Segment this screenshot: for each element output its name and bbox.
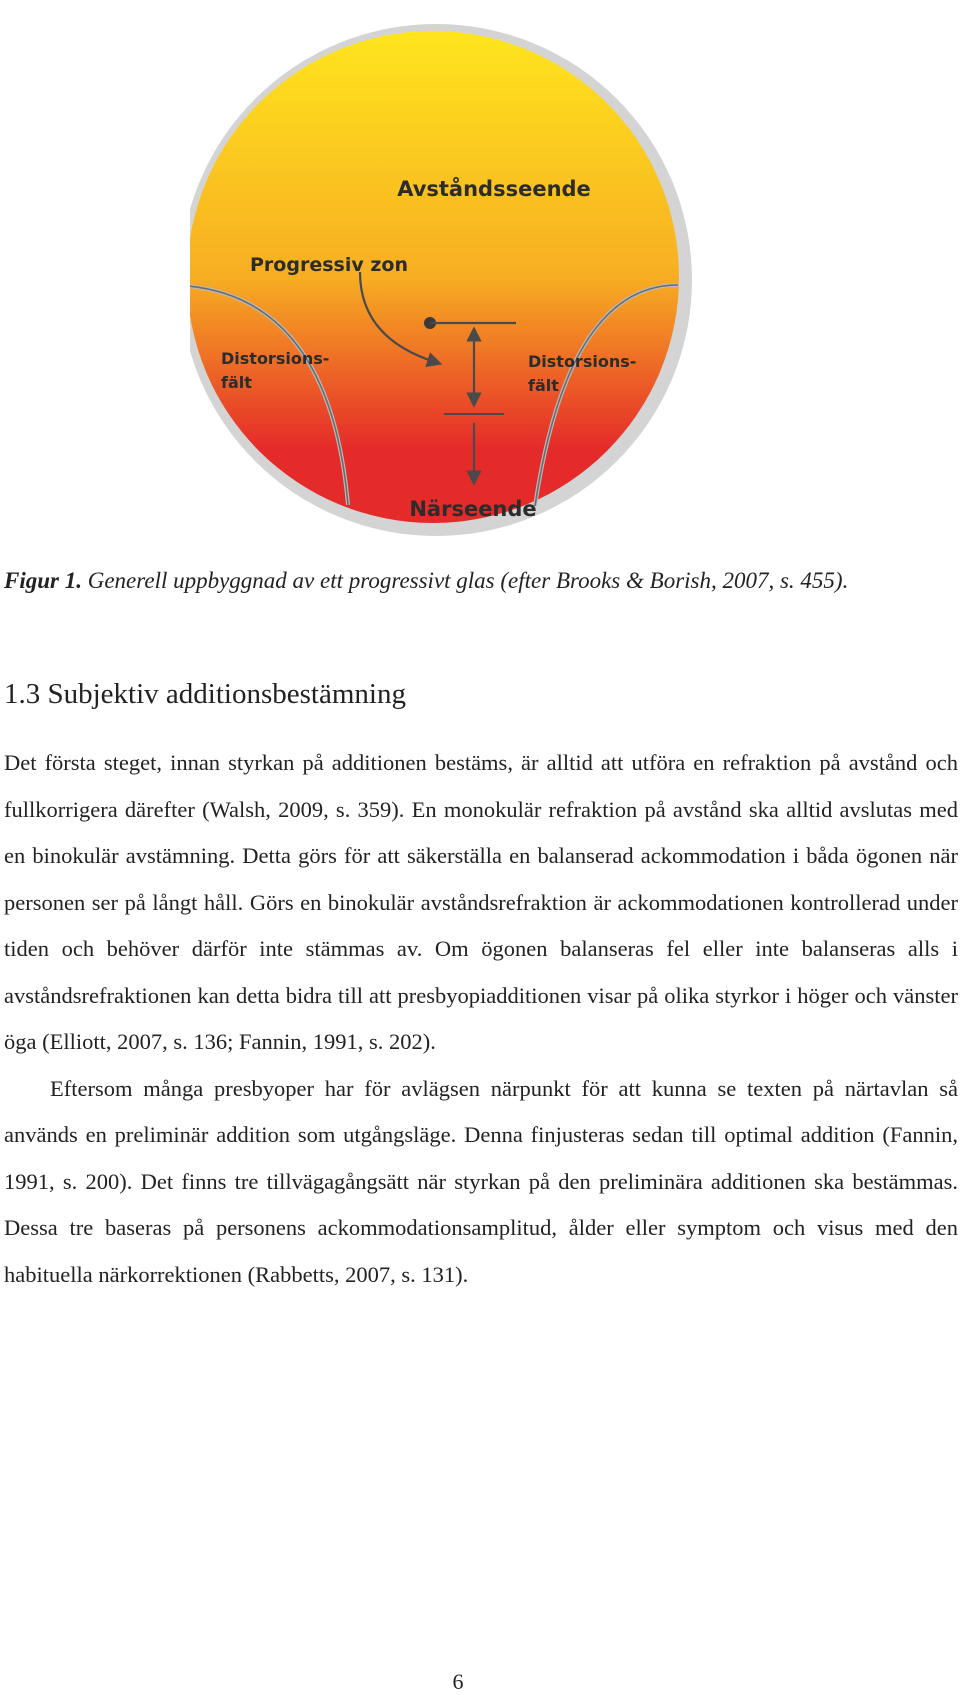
progressive-zone-label: Progressiv zon xyxy=(250,254,408,276)
page-number: 6 xyxy=(452,1669,464,1694)
figure-caption xyxy=(4,564,956,597)
left-distortion-label-line1: Distorsions- xyxy=(221,349,330,368)
section-heading: 1.3 Subjektiv additionsbestämning xyxy=(4,678,406,710)
progressive-lens-diagram xyxy=(190,0,750,560)
right-distortion-label-line1: Distorsions- xyxy=(528,352,637,371)
paragraph-1: Det första steget, innan styrkan på additionen bestäms, är alltid att utföra en refraktion på avstånd och fullkorrigera därefter (Walsh, 2009, s. 359). En monokulär refraktion på avstånd ska alltid avslutas med en binokulär avstämning. Detta görs för att säkerställa en balanserad ackommodation i båda ögonen när personen ser på långt håll. Görs en binokulär avståndsrefraktion är ackommodationen kontrollerad under tiden och behöver därför inte stämmas av. Om ögonen balanseras fel eller inte balanseras alls i avståndsrefraktionen kan detta bidra till att presbyopiadditionen visar på olika styrkor i höger och vänster öga (Elliott, 2007, s. 136; Fannin, 1991, s. 202). xyxy=(4,750,958,1054)
figure-caption-label: Figur 1. xyxy=(4,568,82,593)
paragraph-2: Eftersom många presbyoper har för avlägsen närpunkt för att kunna se texten på närtavlan så används en preliminär addition som utgångsläge. Denna finjusteras sedan till optimal addition (Fannin, 1991, s. 200). Det finns tre tillvägagångsätt när styrkan på den preliminära additionen ska bestämmas. Dessa tre baseras på personens ackommodationsamplitud, ålder eller symptom och visus med den habituella närkorrektionen (Rabbetts, 2007, s. 131). xyxy=(4,1075,958,1287)
distance-vision-label: Avståndsseende xyxy=(397,177,591,201)
left-distortion-label-line2: fält xyxy=(221,373,252,392)
lens-body xyxy=(190,31,679,523)
right-distortion-label-line2: fält xyxy=(528,376,559,395)
body-text xyxy=(4,740,958,1298)
near-vision-label: Närseende xyxy=(409,497,537,521)
figure-caption-text: Generell uppbyggnad av ett progressivt glas (efter Brooks & Borish, 2007, s. 455). xyxy=(81,568,849,593)
progressive-lens-figure xyxy=(190,0,750,560)
